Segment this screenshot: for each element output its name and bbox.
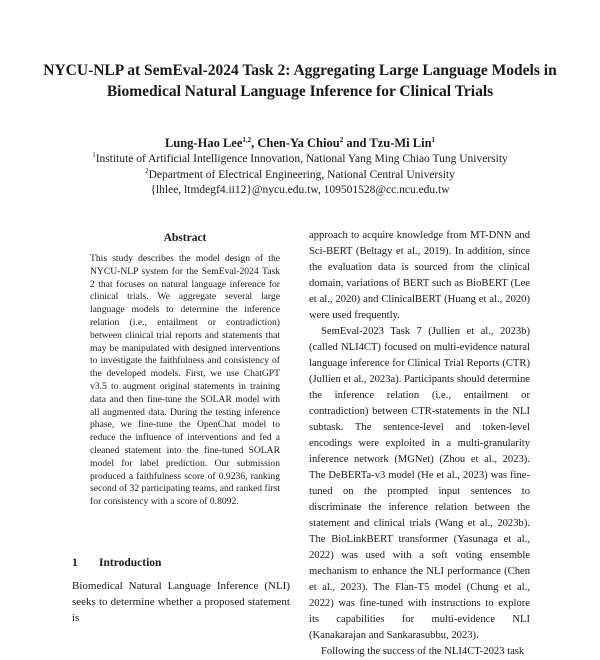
- right-column: [309, 228, 530, 660]
- paragraph: approach to acquire knowledge from MT-DNN and Sci-BERT (Beltagy et al., 2019). In addition, since the evaluation data is sourced from the clinical domain, variations of BERT such as BioBERT (Lee et al., 2020) and ClinicalBERT (Huang et al., 2020) were used frequently.: [309, 230, 530, 321]
- author-affil-mark: 1: [431, 135, 436, 144]
- author-emails: {lhlee, ltmdegf4.ii12}@nycu.edu.tw, 109501528@cc.ncu.edu.tw: [150, 184, 450, 196]
- author-name: Tzu-Mi Lin: [369, 136, 432, 150]
- paragraph: Following the success of the NLI4CT-2023 task: [321, 646, 525, 657]
- author-affil-mark: 2: [339, 135, 344, 144]
- author-name: Chen-Ya Chiou: [257, 136, 340, 150]
- author-list: [40, 136, 560, 151]
- section-heading-introduction: [72, 557, 161, 569]
- abstract-heading: Abstract: [163, 232, 207, 244]
- abstract-body: This study describes the model design of the NYCU-NLP system for the SemEval-2024 Task 2 that focuses on natural language inference for clinical trials. We aggregate several large language models to determine the inference relation (i.e., entailment or contradiction) between clinical trial reports and statements that may be manipulated with designed interventions to investigate the faithfulness and consistency of the developed models. First, we use ChatGPT v3.5 to augment original statements in training data and then fine-tune the SOLAR model with all augmented data. During the testing inference phase, we fine-tune the OpenChat model to reduce the influence of interventions and fed a cleaned statement into the fine-tuned SOLAR model for label prediction. Our submission produced a faithfulness score of 0.9236, ranking second of 32 participating teams, and ranked first for consistency with a score of 0.8092.: [90, 253, 280, 508]
- affiliation-line: [40, 168, 560, 184]
- section-number: 1: [72, 557, 78, 569]
- affiliations: [40, 152, 560, 199]
- affiliation-line: [40, 152, 560, 168]
- affiliation-text: Department of Electrical Engineering, National Central University: [148, 168, 455, 181]
- paper-title: NYCU-NLP at SemEval-2024 Task 2: Aggregating Large Language Models in Biomedical Natural Language Inference for Clinical Trials: [43, 62, 557, 100]
- author-name: Lung-Hao Lee: [164, 136, 243, 150]
- section-title: Introduction: [99, 557, 162, 569]
- affiliation-mark: 1: [92, 151, 96, 160]
- affiliation-mark: 2: [145, 166, 149, 175]
- author-separator: ,: [251, 136, 258, 150]
- introduction-body: Biomedical Natural Language Inference (NLI) seeks to determine whether a proposed statement is: [72, 580, 290, 624]
- author-affil-mark: 1,2: [242, 135, 252, 144]
- affiliation-text: Institute of Artificial Intelligence Innovation, National Yang Ming Chiao Tung University: [95, 153, 508, 165]
- author-separator: and: [343, 136, 370, 150]
- paragraph: SemEval-2023 Task 7 (Jullien et al., 2023b) (called NLI4CT) focused on multi-evidence natural language inference for Clinical Trial Reports (CTR) (Jullien et al., 2023a). Participants should determine the inference relation (i.e., entailment or contradiction) between CTR-statements in the NLI subtask. The sentence-level and token-level encodings were exploited in a multi-granularity inference network (MGNet) (Zhou et al., 2023). The DeBERTa-v3 model (He et al., 2023) was fine-tuned on the prompted input sentences to discriminate the inference relation between the statement and clinical trials (Wang et al., 2023b). The BioLinkBERT transformer (Yasunaga et al., 2022) was used with a soft voting ensemble mechanism to enhance the NLI performance (Chen et al., 2023). The Flan-T5 model (Chung et al., 2022) was fine-tuned with instructions to explore its capabilities for multi-evidence NLI (Kanakarajan and Sankarasubbu, 2023).: [309, 326, 530, 641]
